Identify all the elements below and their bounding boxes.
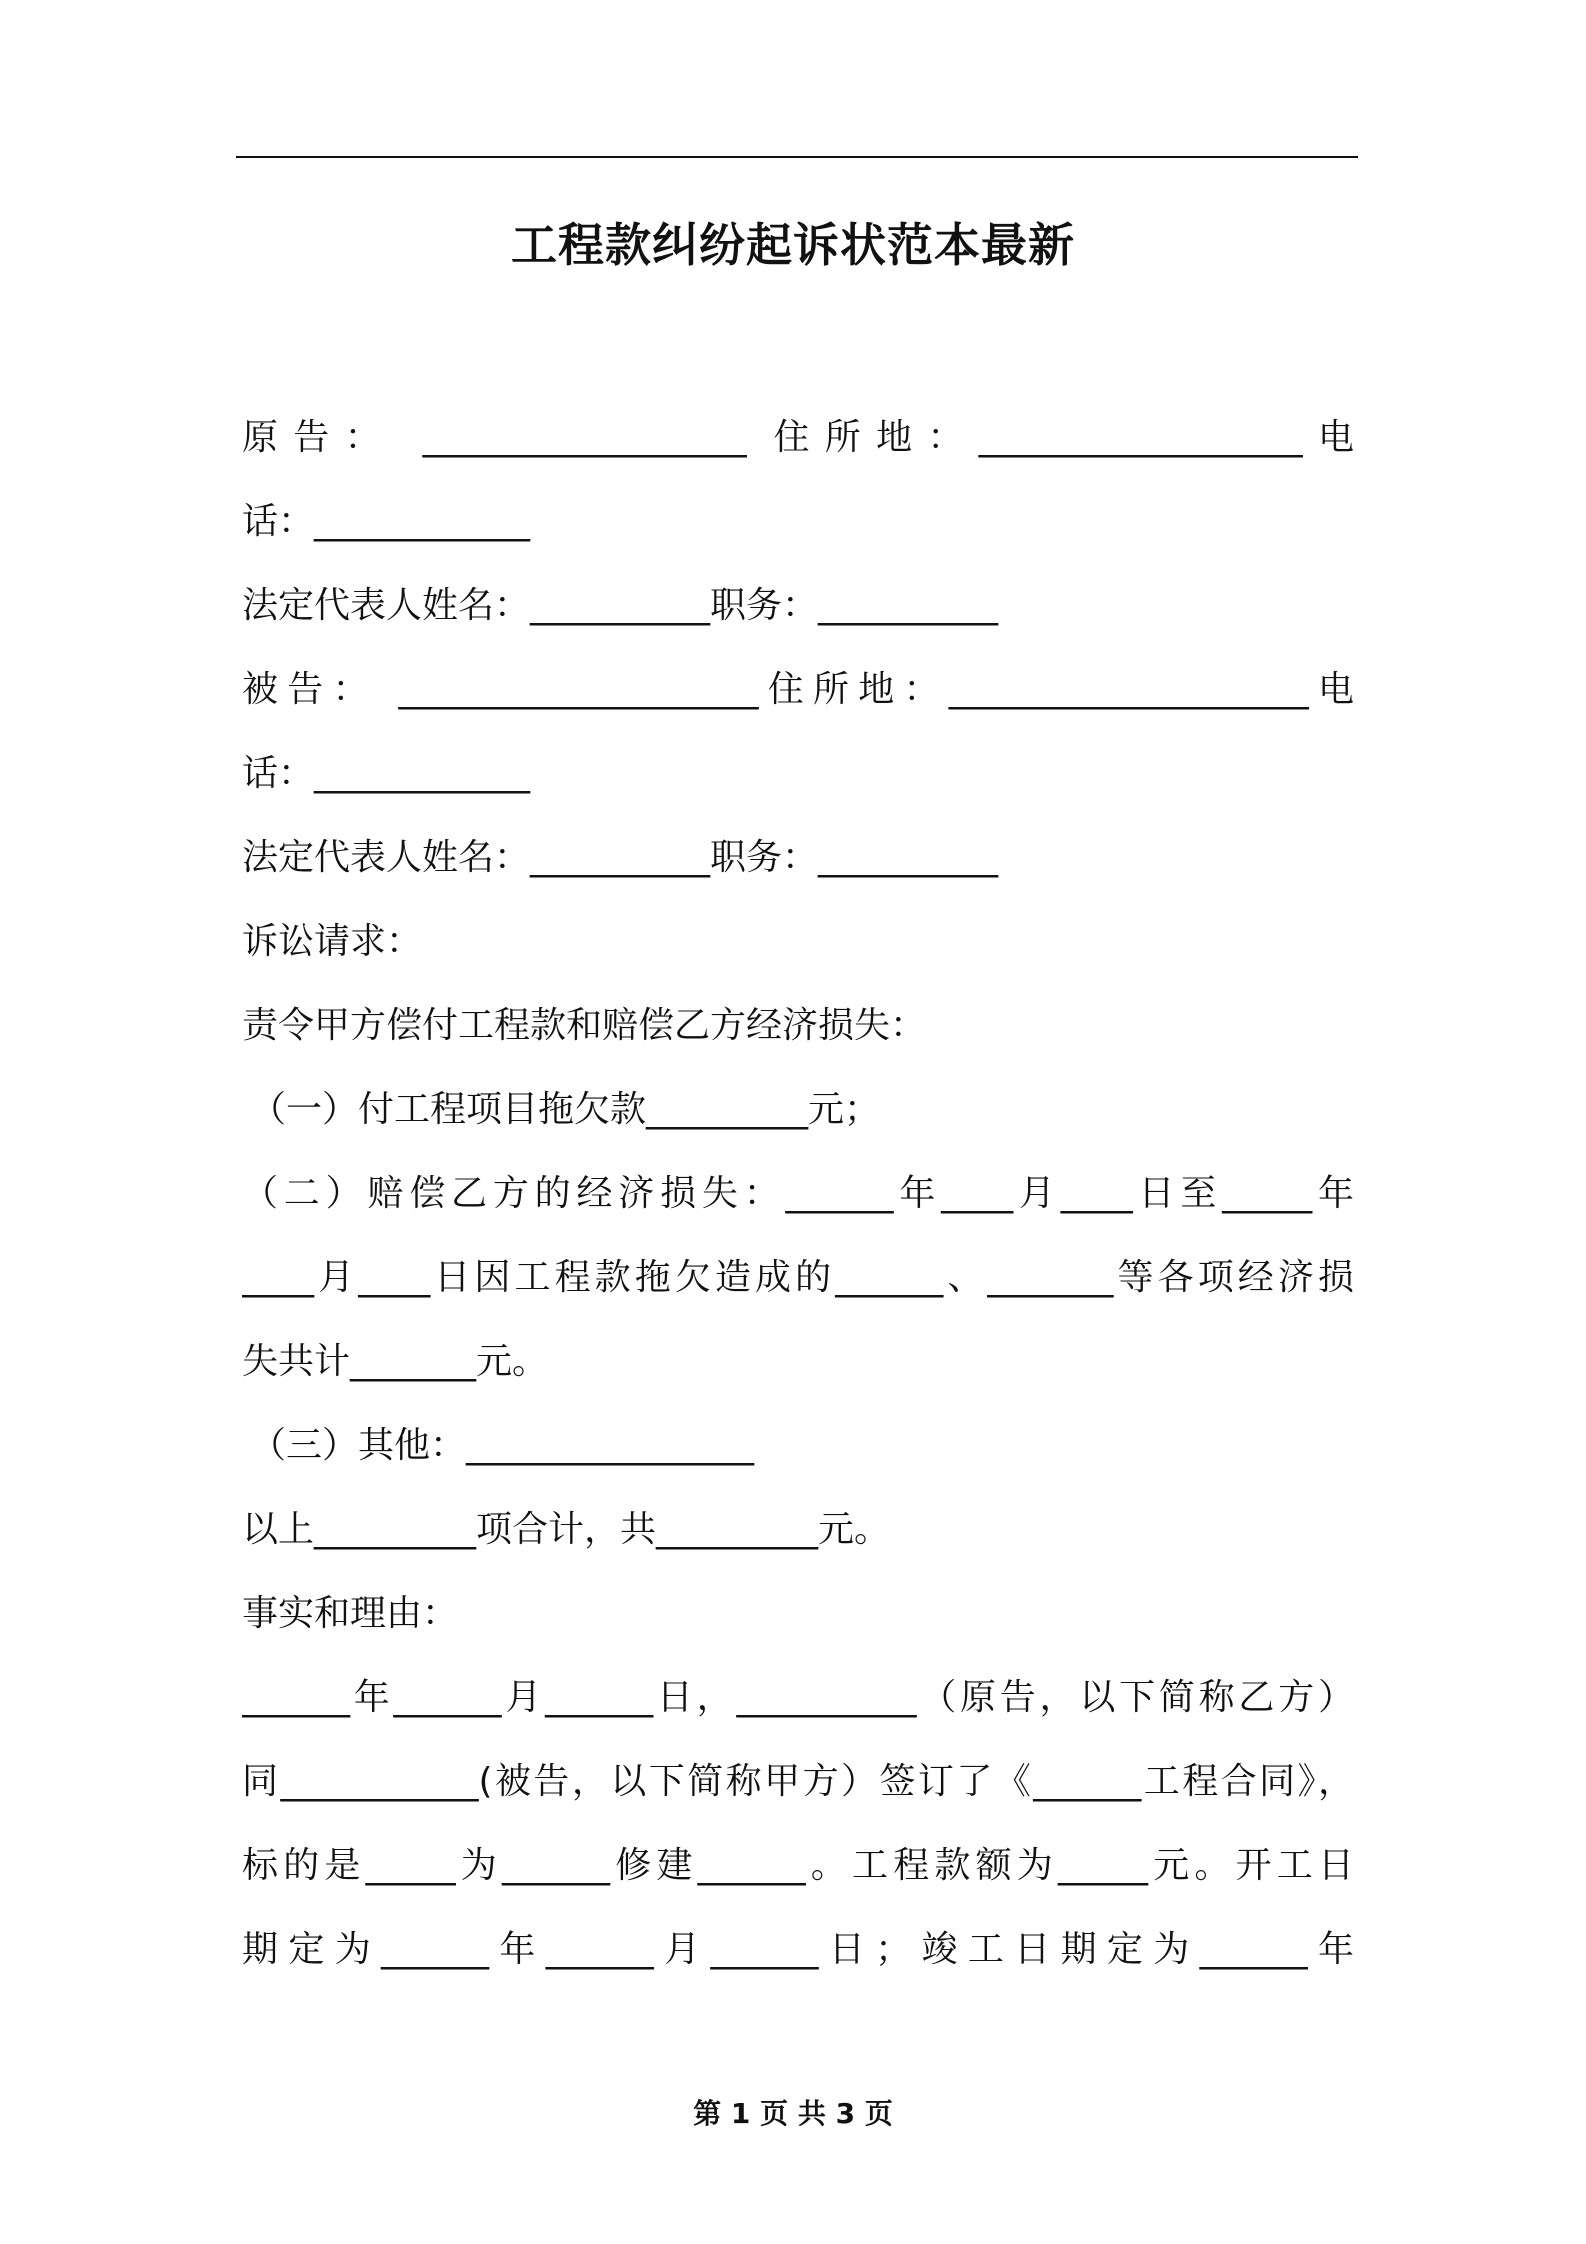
plaintiff-representative-line: 法定代表人姓名：__________职务：__________	[242, 585, 999, 626]
facts-heading: 事实和理由：	[242, 1593, 459, 1634]
facts-line-3: 标的是_____为______修建______。工程款额为_____元。开工日	[242, 1845, 1354, 1886]
header-rule	[236, 156, 1358, 158]
facts-line-1: ______年______月______日，__________（原告，以下简称乙方）	[242, 1677, 1354, 1718]
facts-line-2: 同___________(被告，以下简称甲方）签订了《______工程合同》，	[242, 1761, 1354, 1802]
claim-item-3: （三）其他：________________	[250, 1425, 755, 1466]
claims-heading: 诉讼请求：	[242, 921, 423, 962]
claims-summary: 责令甲方偿付工程款和赔偿乙方经济损失：	[242, 1005, 927, 1046]
page-footer: 第 1 页 共 3 页	[693, 2097, 893, 2130]
claim-item-2-line-2: ____月____日因工程款拖欠造成的______、_______等各项经济损	[242, 1257, 1354, 1298]
plaintiff-phone-line: 话：____________	[242, 501, 531, 542]
claims-total: 以上_________项合计，共_________元。	[242, 1509, 891, 1550]
document-title: 工程款纠纷起诉状范本最新	[511, 218, 1075, 272]
plaintiff-line: 原告： __________________ 住所地：__________________电	[242, 417, 1354, 458]
defendant-phone-line: 话：____________	[242, 753, 531, 794]
claim-item-2-line-1: （二）赔偿乙方的经济损失：______年____月____日至_____年	[242, 1173, 1354, 1214]
facts-line-4: 期定为______年______月______日；竣工日期定为______年	[242, 1929, 1354, 1970]
defendant-line: 被告： ____________________住所地：____________________电	[242, 669, 1354, 710]
document-body	[242, 408, 1354, 2004]
defendant-representative-line: 法定代表人姓名：__________职务：__________	[242, 837, 999, 878]
claim-item-1: （一）付工程项目拖欠款_________元；	[250, 1089, 881, 1130]
claim-item-2-line-3: 失共计_______元。	[242, 1341, 549, 1382]
